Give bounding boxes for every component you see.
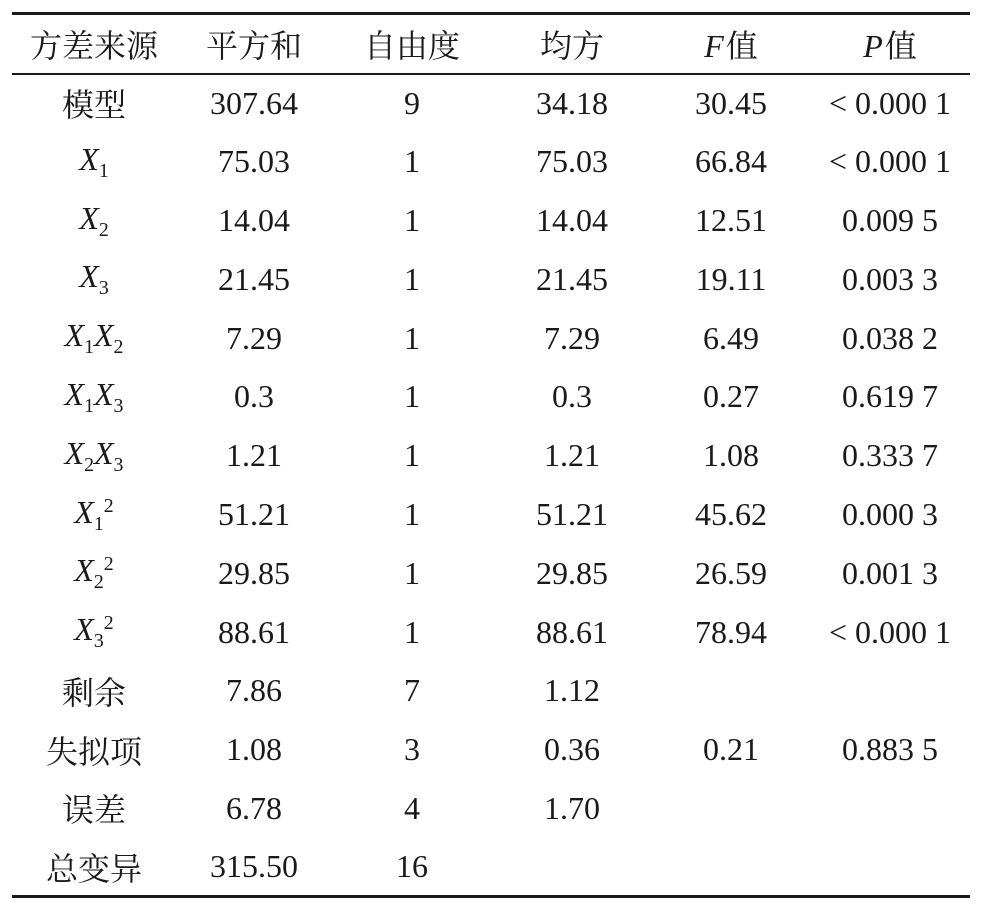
source-subscript: 1 xyxy=(98,159,109,182)
source-subscript: 1 xyxy=(84,394,94,417)
table-row xyxy=(12,367,970,426)
table-row xyxy=(12,544,970,603)
header-p-value xyxy=(810,14,970,74)
cell-sum-of-squares: 307.64 xyxy=(210,84,298,121)
cell-source xyxy=(12,309,176,368)
cell-f-value: 12.51 xyxy=(695,201,767,238)
source-subscript: 1 xyxy=(84,336,94,359)
cell-mean-square: 29.85 xyxy=(536,554,608,591)
cell-source xyxy=(12,191,176,250)
table-row xyxy=(12,661,970,720)
cell-degrees-of-freedom: 1 xyxy=(404,613,420,650)
source-variable: X xyxy=(79,199,99,236)
source-variable: X xyxy=(79,258,99,295)
cell-p-value: 0.009 5 xyxy=(842,201,938,238)
cell-p-value: < 0.000 1 xyxy=(828,613,952,650)
header-f-value xyxy=(652,14,810,74)
cell-source xyxy=(12,250,176,309)
cell-source: 模型 xyxy=(61,87,126,124)
table-row xyxy=(12,603,970,662)
header-row xyxy=(12,14,970,74)
cell-p-value: 0.619 7 xyxy=(842,378,938,415)
header-p-suffix: 值 xyxy=(884,27,917,64)
cell-degrees-of-freedom: 1 xyxy=(404,437,420,474)
cell-mean-square: 1.21 xyxy=(544,437,600,474)
source-variable: X xyxy=(94,375,114,412)
cell-mean-square xyxy=(492,838,652,897)
source-variable: X xyxy=(74,611,94,648)
cell-f-value: 0.27 xyxy=(703,378,759,415)
source-subscript: 2 xyxy=(93,571,104,594)
cell-sum-of-squares: 7.29 xyxy=(226,319,282,356)
cell-mean-square: 7.29 xyxy=(544,319,600,356)
source-variable: X xyxy=(79,140,99,177)
cell-f-value: 6.49 xyxy=(703,319,759,356)
cell-p-value: < 0.000 1 xyxy=(828,143,952,180)
header-degrees-of-freedom: 自由度 xyxy=(332,14,492,74)
cell-mean-square: 21.45 xyxy=(536,260,608,297)
source-subscript: 2 xyxy=(98,218,109,241)
cell-degrees-of-freedom: 9 xyxy=(404,84,420,121)
cell-f-value xyxy=(652,661,810,720)
cell-source xyxy=(12,367,176,426)
cell-p-value: 0.000 3 xyxy=(842,495,938,532)
table-row xyxy=(12,838,970,897)
table-row xyxy=(12,250,970,309)
cell-source: 失拟项 xyxy=(45,733,142,770)
cell-source xyxy=(12,132,176,191)
cell-mean-square: 1.70 xyxy=(544,789,600,826)
cell-mean-square: 34.18 xyxy=(536,84,608,121)
cell-sum-of-squares: 1.08 xyxy=(226,731,282,768)
source-subscript: 3 xyxy=(98,277,109,300)
table-row xyxy=(12,74,970,133)
table-row xyxy=(12,132,970,191)
source-subscript: 3 xyxy=(93,630,104,653)
cell-sum-of-squares: 0.3 xyxy=(234,378,274,415)
cell-degrees-of-freedom: 1 xyxy=(404,554,420,591)
cell-source: 总变异 xyxy=(12,838,176,897)
table-body xyxy=(12,74,970,897)
cell-f-value: 30.45 xyxy=(695,84,767,121)
source-superscript: 2 xyxy=(103,612,114,635)
cell-mean-square: 1.12 xyxy=(544,672,600,709)
cell-mean-square: 14.04 xyxy=(536,201,608,238)
cell-degrees-of-freedom: 16 xyxy=(332,838,492,897)
table-row xyxy=(12,426,970,485)
cell-sum-of-squares: 315.50 xyxy=(176,838,332,897)
cell-mean-square: 51.21 xyxy=(536,495,608,532)
table-row xyxy=(12,309,970,368)
cell-source: 剩余 xyxy=(61,674,126,711)
cell-p-value xyxy=(810,838,970,897)
cell-f-value: 45.62 xyxy=(695,495,767,532)
cell-source xyxy=(12,544,176,603)
header-p-symbol: P xyxy=(863,27,883,64)
cell-degrees-of-freedom: 3 xyxy=(404,731,420,768)
cell-f-value: 26.59 xyxy=(695,554,767,591)
source-subscript: 2 xyxy=(113,336,124,359)
cell-degrees-of-freedom: 1 xyxy=(404,319,420,356)
table-header xyxy=(12,14,970,74)
cell-degrees-of-freedom: 1 xyxy=(404,378,420,415)
cell-mean-square: 75.03 xyxy=(536,143,608,180)
table-row xyxy=(12,485,970,544)
cell-p-value: 0.333 7 xyxy=(842,437,938,474)
source-variable: X xyxy=(94,317,114,354)
cell-mean-square: 0.36 xyxy=(544,731,600,768)
cell-sum-of-squares: 6.78 xyxy=(226,789,282,826)
header-mean-square: 均方 xyxy=(492,14,652,74)
source-variable: X xyxy=(64,434,85,471)
cell-degrees-of-freedom: 1 xyxy=(404,201,420,238)
cell-f-value: 66.84 xyxy=(695,143,767,180)
cell-source xyxy=(12,485,176,544)
source-variable: X xyxy=(74,493,94,530)
cell-p-value xyxy=(810,661,970,720)
header-f-symbol: F xyxy=(704,27,724,64)
cell-degrees-of-freedom: 4 xyxy=(404,789,420,826)
cell-mean-square: 0.3 xyxy=(552,378,592,415)
cell-mean-square: 88.61 xyxy=(536,613,608,650)
cell-degrees-of-freedom: 1 xyxy=(404,143,420,180)
cell-f-value: 0.21 xyxy=(703,731,759,768)
cell-sum-of-squares: 51.21 xyxy=(218,495,290,532)
source-variable: X xyxy=(74,552,94,589)
cell-f-value: 1.08 xyxy=(703,437,759,474)
anova-table xyxy=(12,12,970,898)
cell-f-value xyxy=(652,779,810,838)
header-sum-of-squares: 平方和 xyxy=(176,14,332,74)
source-superscript: 2 xyxy=(103,553,114,576)
cell-source xyxy=(12,603,176,662)
source-subscript: 3 xyxy=(113,394,124,417)
cell-p-value: 0.001 3 xyxy=(842,554,938,591)
cell-p-value: < 0.000 1 xyxy=(828,84,952,121)
cell-sum-of-squares: 88.61 xyxy=(218,613,290,650)
cell-source: 误差 xyxy=(61,792,126,829)
header-source: 方差来源 xyxy=(12,14,176,74)
source-variable: X xyxy=(64,317,85,354)
cell-f-value xyxy=(652,838,810,897)
cell-p-value: 0.038 2 xyxy=(842,319,938,356)
cell-sum-of-squares: 21.45 xyxy=(218,260,290,297)
cell-p-value xyxy=(810,779,970,838)
cell-sum-of-squares: 1.21 xyxy=(226,437,282,474)
source-subscript: 1 xyxy=(93,512,104,535)
source-subscript: 2 xyxy=(84,453,94,476)
source-variable: X xyxy=(94,434,114,471)
cell-f-value: 78.94 xyxy=(695,613,767,650)
cell-p-value: 0.003 3 xyxy=(842,260,938,297)
cell-p-value: 0.883 5 xyxy=(842,731,938,768)
table-row xyxy=(12,191,970,250)
cell-sum-of-squares: 29.85 xyxy=(218,554,290,591)
table-row xyxy=(12,779,970,838)
cell-degrees-of-freedom: 7 xyxy=(404,672,420,709)
source-subscript: 3 xyxy=(113,453,124,476)
cell-sum-of-squares: 14.04 xyxy=(218,201,290,238)
header-f-suffix: 值 xyxy=(725,27,758,64)
cell-source xyxy=(12,426,176,485)
cell-degrees-of-freedom: 1 xyxy=(404,495,420,532)
cell-f-value: 19.11 xyxy=(695,260,767,297)
cell-sum-of-squares: 75.03 xyxy=(218,143,290,180)
source-superscript: 2 xyxy=(103,494,114,517)
cell-degrees-of-freedom: 1 xyxy=(404,260,420,297)
table-row xyxy=(12,720,970,779)
cell-sum-of-squares: 7.86 xyxy=(226,672,282,709)
source-variable: X xyxy=(64,375,85,412)
